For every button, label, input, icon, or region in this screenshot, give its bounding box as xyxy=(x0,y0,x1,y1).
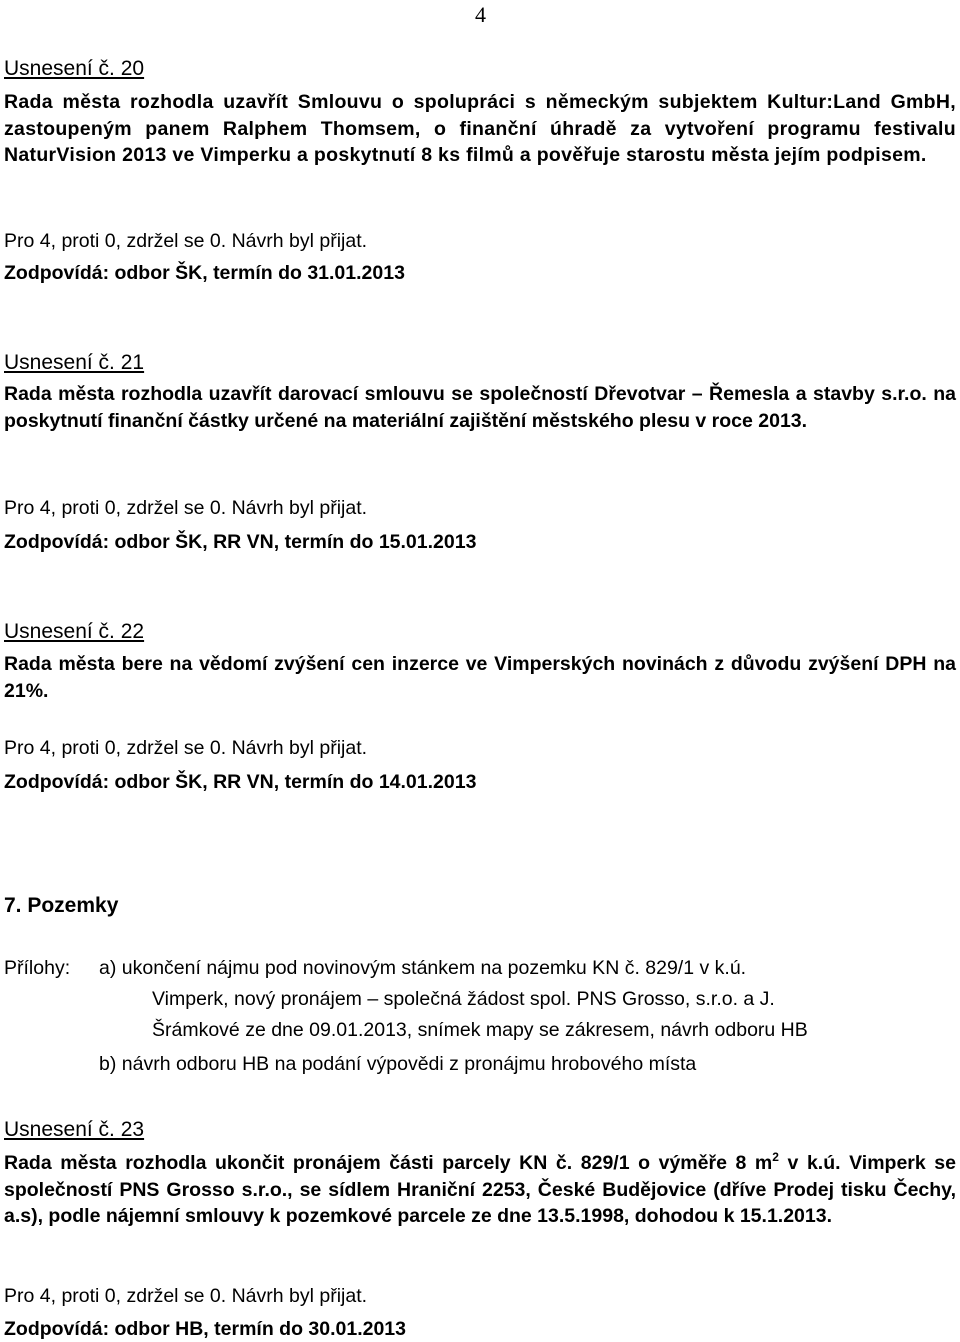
resolution-23-text xyxy=(4,1150,956,1230)
resolution-20-heading: Usnesení č. 20 xyxy=(4,57,145,80)
attachment-a-line-1: a) ukončení nájmu pod novinovým stánkem na pozemku KN č. 829/1 v k.ú. xyxy=(99,957,747,979)
attachments-label: Přílohy: xyxy=(4,957,71,979)
resolution-21-heading: Usnesení č. 21 xyxy=(4,351,145,374)
attachment-a-line-2: Vimperk, nový pronájem – společná žádost spol. PNS Grosso, s.r.o. a J. xyxy=(152,988,775,1010)
resolution-22-responsible: Zodpovídá: odbor ŠK, RR VN, termín do 14.01.2013 xyxy=(4,771,477,793)
resolution-20-text: Rada města rozhodla uzavřít Smlouvu o spolupráci s německým subjektem Kultur:Land GmbH, zastoupeným panem Ralphem Thomsem, o finanční úhradě za vytvoření programu festivalu NaturVision 2013 ve Vimperku a poskytnutí 8 ks filmů a pověřuje starostu města jejím podpisem. xyxy=(4,91,956,166)
resolution-21-text: Rada města rozhodla uzavřít darovací smlouvu se společností Dřevotvar – Řemesla a stavby s.r.o. na poskytnutí finanční částky určené na materiální zajištění městského plesu v roce 2013. xyxy=(4,383,956,432)
resolution-23-heading: Usnesení č. 23 xyxy=(4,1118,145,1141)
attachment-a-line-3: Šrámkové ze dne 09.01.2013, snímek mapy se zákresem, návrh odboru HB xyxy=(152,1019,808,1041)
resolution-23-responsible: Zodpovídá: odbor HB, termín do 30.01.2013 xyxy=(4,1318,406,1340)
resolution-21-vote: Pro 4, proti 0, zdržel se 0. Návrh byl přijat. xyxy=(4,497,368,519)
resolution-23-text-part-2: v k.ú. Vimperk se společností PNS Grosso s.r.o., se sídlem Hraniční 2253, České Budějovice (dříve Prodej tisku Čechy, a.s), podle nájemní smlouvy k pozemkové parcele ze dne 13.5.1998, dohodou k 15.1.2013. xyxy=(4,1152,956,1227)
resolution-23-vote: Pro 4, proti 0, zdržel se 0. Návrh byl přijat. xyxy=(4,1285,368,1307)
resolution-22-heading: Usnesení č. 22 xyxy=(4,620,145,643)
superscript-2: 2 xyxy=(772,1150,779,1164)
resolution-20-responsible: Zodpovídá: odbor ŠK, termín do 31.01.2013 xyxy=(4,262,405,284)
resolution-20-vote: Pro 4, proti 0, zdržel se 0. Návrh byl přijat. xyxy=(4,230,368,252)
attachments-list xyxy=(99,953,808,1080)
attachment-b: b) návrh odboru HB na podání výpovědi z pronájmu hrobového místa xyxy=(99,1053,697,1075)
resolution-21-responsible: Zodpovídá: odbor ŠK, RR VN, termín do 15.01.2013 xyxy=(4,531,477,553)
resolution-23-text-part-1: Rada města rozhodla ukončit pronájem části parcely KN č. 829/1 o výměře 8 m xyxy=(4,1152,773,1174)
resolution-22-text: Rada města bere na vědomí zvýšení cen inzerce ve Vimperských novinách z důvodu zvýšení DPH na 21%. xyxy=(4,653,956,702)
section-title: 7. Pozemky xyxy=(4,894,119,917)
resolution-22-vote: Pro 4, proti 0, zdržel se 0. Návrh byl přijat. xyxy=(4,737,368,759)
page-number: 4 xyxy=(475,2,486,27)
